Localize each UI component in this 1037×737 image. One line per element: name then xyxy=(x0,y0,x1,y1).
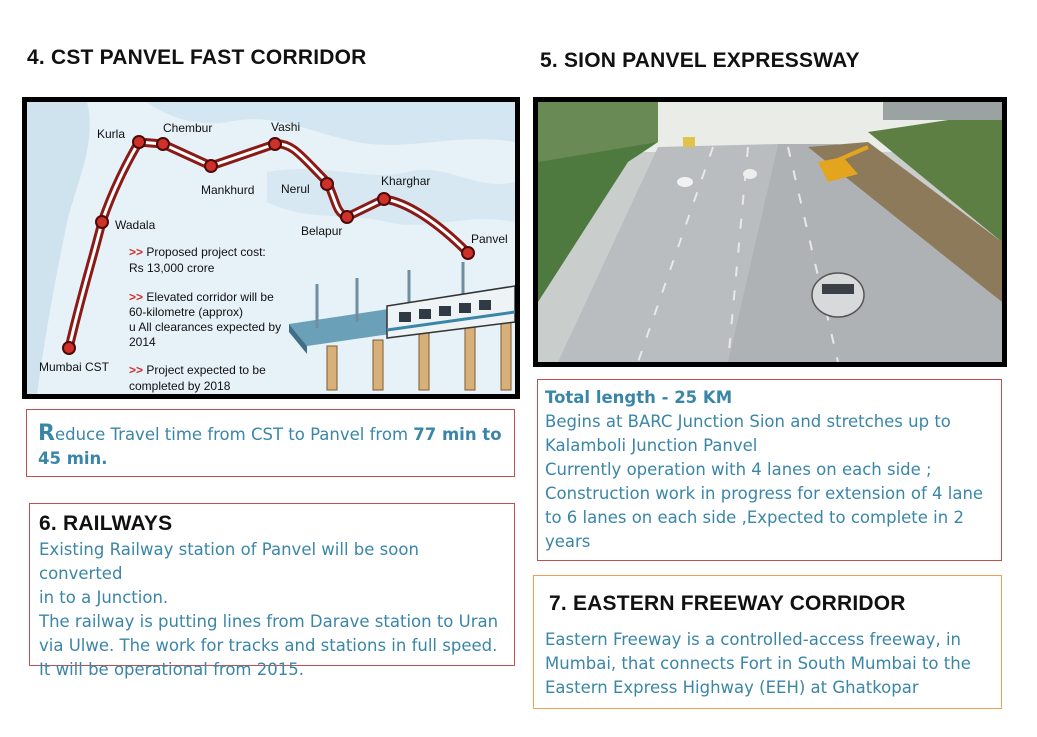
label-nerul: Nerul xyxy=(281,182,310,196)
section-6-title: 6. RAILWAYS xyxy=(39,512,173,535)
note-1-line-2: Rs 13,000 crore xyxy=(129,261,215,275)
expressway-photo xyxy=(533,97,1007,367)
note-3-line-2: completed by 2018 xyxy=(129,379,231,393)
travel-time-box xyxy=(26,409,515,477)
corridor-map-image xyxy=(22,97,520,399)
note-2-line-3: u All clearances expected by xyxy=(129,320,282,334)
station-dot-mankhurd xyxy=(205,160,217,172)
travel-time-plain: educe Travel time from CST to Panvel from xyxy=(54,425,414,444)
freeway-line-1: Eastern Freeway is a controlled-access freeway, in xyxy=(545,630,961,649)
eastern-freeway-box xyxy=(533,575,1002,709)
station-dot-nerul xyxy=(321,178,333,190)
expressway-line-2: Kalamboli Junction Panvel xyxy=(545,436,758,455)
section-7-title: 7. EASTERN FREEWAY CORRIDOR xyxy=(549,592,906,615)
note-3-line-1: Project expected to be xyxy=(146,363,266,377)
label-kurla: Kurla xyxy=(97,127,126,141)
travel-time-bold-2: 45 min. xyxy=(38,449,108,468)
note-marker: >> xyxy=(129,290,144,304)
dropcap-r: R xyxy=(38,421,55,446)
note-2-line-2: 60-kilometre (approx) xyxy=(129,305,244,319)
label-panvel: Panvel xyxy=(471,232,508,246)
railways-line-4: via Ulwe. The work for tracks and stations in full speed. xyxy=(39,636,498,655)
railways-line-1: Existing Railway station of Panvel will be soon converted xyxy=(39,540,419,583)
note-2-line-1: Elevated corridor will be xyxy=(146,290,274,304)
note-2-line-4: 2014 xyxy=(129,335,156,349)
label-wadala: Wadala xyxy=(115,218,156,232)
expressway-line-1: Begins at BARC Junction Sion and stretches up to xyxy=(545,412,951,431)
railways-line-3: The railway is putting lines from Darave station to Uran xyxy=(39,612,499,631)
travel-time-bold-1: 77 min to xyxy=(413,425,502,444)
travel-time-text xyxy=(38,422,502,471)
expressway-line-5: to 6 lanes on each side ,Expected to complete in 2 xyxy=(545,508,964,527)
freeway-line-2: Mumbai, that connects Fort in South Mumbai to the xyxy=(545,654,971,673)
expressway-line-6: years xyxy=(545,532,591,551)
railways-line-2: in to a Junction. xyxy=(39,588,169,607)
svg-text:>> Elevated corridor will be xyxy=(129,290,274,304)
expressway-line-4: Construction work in progress for extension of 4 lane xyxy=(545,484,984,503)
station-dot-mumbai-cst xyxy=(63,342,75,354)
expressway-info-box xyxy=(537,379,1002,561)
station-dot-panvel xyxy=(462,247,474,259)
note-1-line-1: Proposed project cost: xyxy=(146,245,266,259)
station-dot-kurla xyxy=(133,136,145,148)
station-dot-belapur xyxy=(341,211,353,223)
label-mumbai-cst: Mumbai CST xyxy=(39,360,110,374)
railways-line-5: It will be operational from 2015. xyxy=(39,660,304,679)
note-marker: >> xyxy=(129,363,144,377)
railways-box xyxy=(29,503,515,679)
total-length: Total length - 25 KM xyxy=(545,388,733,407)
label-kharghar: Kharghar xyxy=(381,174,431,188)
label-mankhurd: Mankhurd xyxy=(201,183,255,197)
label-chembur: Chembur xyxy=(163,121,213,135)
section-5-title: 5. SION PANVEL EXPRESSWAY xyxy=(540,49,860,72)
expressway-line-3: Currently operation with 4 lanes on each side ; xyxy=(545,460,932,479)
freeway-line-3: Eastern Express Highway (EEH) at Ghatkopar xyxy=(545,678,919,697)
station-dot-wadala xyxy=(96,216,108,228)
svg-text:>> Proposed project cost: xyxy=(129,245,266,259)
station-dot-kharghar xyxy=(378,193,390,205)
corridor-map xyxy=(27,102,515,394)
note-marker: >> xyxy=(129,245,144,259)
section-4-title: 4. CST PANVEL FAST CORRIDOR xyxy=(27,46,367,69)
label-vashi: Vashi xyxy=(271,120,301,134)
station-dot-vashi xyxy=(269,138,281,150)
label-belapur: Belapur xyxy=(301,224,343,238)
svg-text:>> Project expected to be xyxy=(129,363,266,377)
station-dot-chembur xyxy=(157,138,169,150)
